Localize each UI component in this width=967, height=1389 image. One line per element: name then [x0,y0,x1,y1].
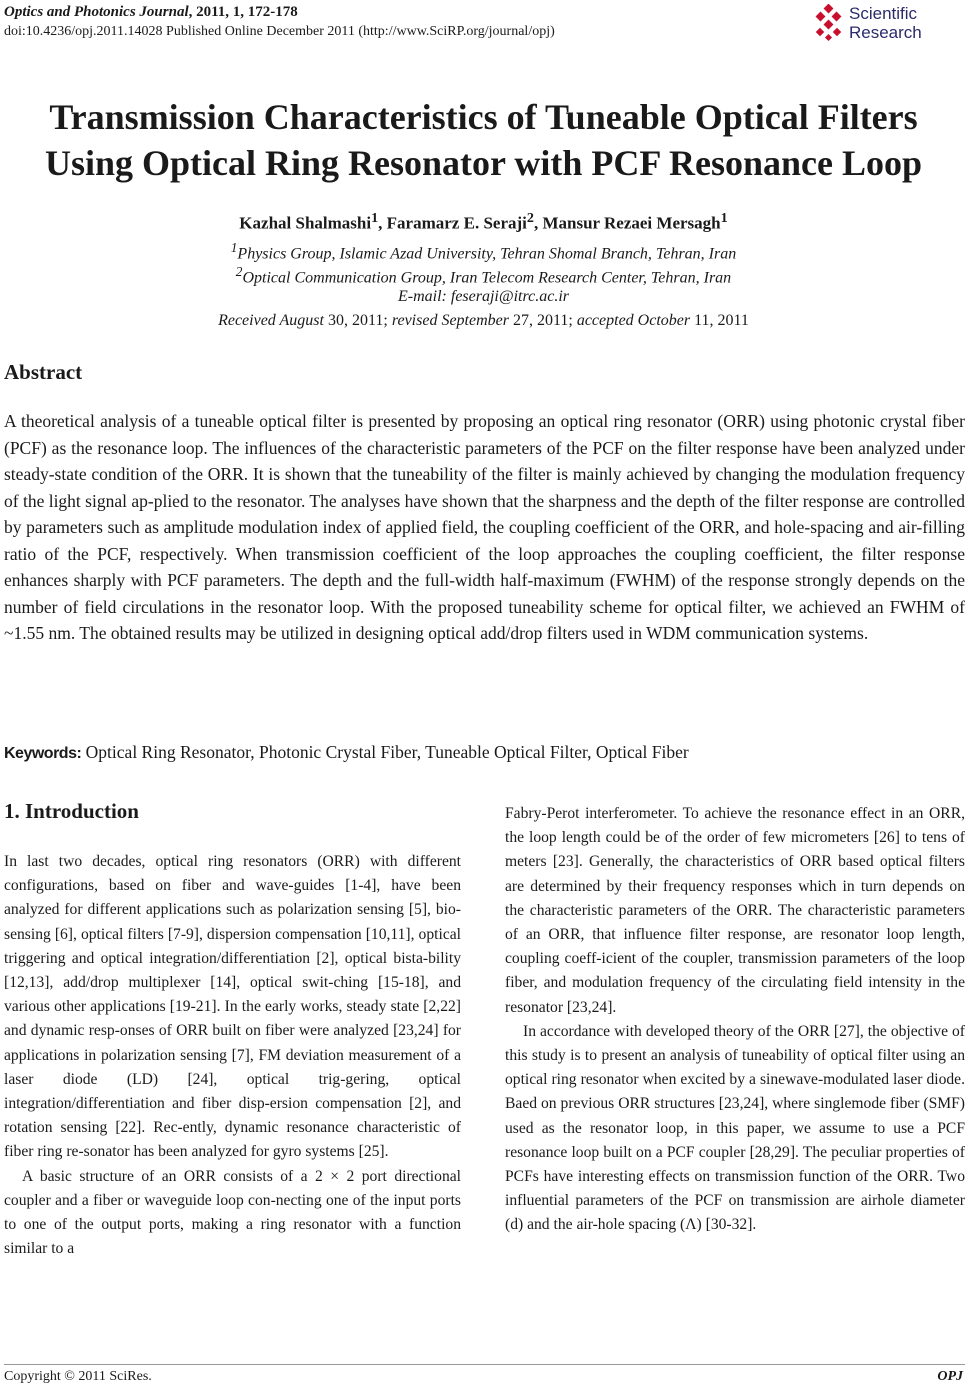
right-column [505,802,965,1238]
aff1-sup: 1 [230,240,238,255]
author-list [0,210,967,234]
email-line: E-mail: feseraji@itrc.ac.ir [398,288,569,305]
accepted-date: 11, 2011 [690,312,749,329]
journal-issue: , 2011, 1, 172-178 [188,4,298,20]
author-3: , Mansur Rezaei Mersagh [533,213,721,233]
author-2-sup: 2 [526,210,534,226]
revised-date: 27, 2011; [508,312,577,329]
author-1: Kazhal Shalmashi [239,213,372,233]
accepted-label: accepted October [576,312,691,329]
publisher-logo [811,4,961,46]
aff2-text: Optical Communication Group, Iran Telecom Research Center, Tehran, Iran [242,269,732,287]
title-line1: Transmission Characteristics of Tuneable Optical Filters [49,97,918,137]
keywords-label: Keywords: [4,745,82,762]
logo-line2: Research [849,23,922,42]
footer-journal: OPJ [937,1369,963,1384]
dates-line [0,312,967,330]
received-date: 30, 2011; [323,312,392,329]
footer-copyright: Copyright © 2011 SciRes. [4,1369,152,1384]
paragraph: Fabry-Perot interferometer. To achieve the resonance effect in an ORR, the loop length could be of the order of few micrometers [26] to tens of meters [23]. Generally, the characteristics of ORR based optical filters are determined by their frequency responses which in turn depends on the characteristic parameters of the ORR. The characteristic parameters of an ORR, that influence filter response, are resonator loop length, coupling coeff-icient of the coupler, transmission parameters of the loop fiber, and modulation frequency of the circulating field intensity in the resonator [23,24]. [505,805,965,1016]
aff2-sup: 2 [235,264,243,279]
footer-divider [4,1364,965,1365]
paper-title [0,94,967,186]
affiliation-1 [0,240,967,263]
keywords-line [4,742,689,763]
abstract-heading: Abstract [4,360,83,384]
author-1-sup: 1 [371,210,379,226]
paragraph: In last two decades, optical ring resonators (ORR) with different configurations, based on fiber and wave-guides [1-4], have been analyzed for different applications such as polarization sensing [5], bio-sensing [6], optical filters [7-9], dispersion compensation [10,11], optical triggering and optical integration/differentiation [2], optical bista-bility [12,13], add/drop multiplexer [14], optical swit-ching [15-18], and various other applications [19-21]. In the early works, steady state [2,22] and dynamic resp-onses of ORR built on fiber were analyzed [23,24] for applications in polarization sensing [7], FM deviation measurement of a laser diode (LD) [24], optical trig-gering, optical integration/differentiation and fiber disp-ersion compensation [2], and rotation sensing [22]. Rec-ently, dynamic resonance characteristic of fiber ring re-sonator has been analyzed for gyro systems [25]. [4,853,461,1161]
author-3-sup: 1 [720,210,728,226]
logo-line1: Scientific [849,4,918,23]
revised-label: revised September [391,312,509,329]
received-label: Received August [218,312,324,329]
title-line2: Using Optical Ring Resonator with PCF Resonance Loop [44,143,923,183]
aff1-text: Physics Group, Islamic Azad University, Tehran Shomal Branch, Tehran, Iran [237,245,737,263]
section-heading: 1. Introduction [4,799,139,823]
paragraph: In accordance with developed theory of the ORR [27], the objective of this study is to present an analysis of tuneability of optical filter using an optical ring resonator when excited by a sinewave-modulated laser diode. Baed on previous ORR structures [23,24], where singlemode fiber (SMF) used as the resonator loop, in this paper, we assume to use a PCF resonance loop built on a PCF coupler [28,29]. The peculiar properties of PCFs have interesting effects on transmission function of the ORR. Two influential parameters of the PCF on transmission are airhole diameter (d) and the air-hole spacing (Λ) [30-32]. [505,1022,965,1234]
abstract-text: A theoretical analysis of a tuneable optical filter is presented by proposing an optical ring resonator (ORR) using photonic crystal fiber (PCF) as the resonance loop. The influences of the characteristic parameters of the PCF on the filter response have been analyzed under steady-state condition of the ORR. It is shown that the tuneability of the filter is mainly achieved by changing the modulation frequency of the light signal ap-plied to the resonator. The analyses have shown that the sharpness and the depth of the filter response are controlled by parameters such as amplitude modulation index of applied field, the coupling coefficient of the ORR, and hole-spacing and air-filling ratio of the PCF, respectively. When transmission coefficient of the loop approaches the coupling coefficient, the filter response enhances sharply with PCF parameters. The depth and the full-width half-maximum (FWHM) of the response strongly depends on the number of field circulations in the resonator loop. With the proposed tuneability scheme for optical filter, we achieved an FWHM of ~1.55 nm. The obtained results may be utilized in designing optical add/drop filters used in WDM communication systems. [4,411,965,643]
scirp-logo-icon [811,4,847,42]
author-2: , Faramarz E. Seraji [378,213,527,233]
affiliation-2 [0,264,967,287]
journal-header [4,4,298,21]
journal-name: Optics and Photonics Journal [4,4,189,20]
doi-line: doi:10.4236/opj.2011.14028 Published Online December 2011 (http://www.SciRP.org/journal/opj) [4,24,555,39]
paragraph: A basic structure of an ORR consists of a 2 × 2 port directional coupler and a fiber or waveguide loop con-necting one of the input ports to one of the output ports, making a ring resonator with a function similar to a [4,1167,461,1258]
logo-text [849,4,922,42]
left-column [4,850,461,1261]
keywords-text: Optical Ring Resonator, Photonic Crystal Fiber, Tuneable Optical Filter, Optical Fiber [81,742,689,762]
